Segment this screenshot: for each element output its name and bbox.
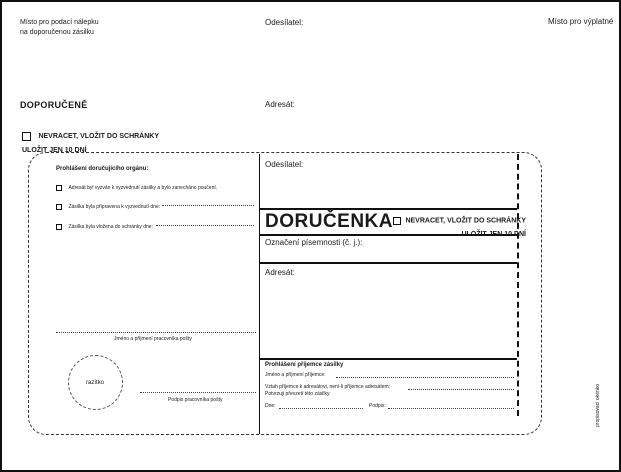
receipt-title: DORUČENKA [265, 211, 393, 232]
receipt-no-return-line2: ULOŽIT JEN 10 DNÍ [461, 231, 527, 238]
perforation-line [517, 154, 519, 416]
declaration-title: Prohlášení doručujícího orgánu: [56, 166, 149, 172]
recipient-declaration-title: Prohlášení příjemce zásilky [265, 362, 344, 368]
option-3-date-line[interactable] [156, 225, 254, 226]
document-mark-label: Označení písemnosti (č. j.): [265, 238, 363, 247]
worker-name-line[interactable] [56, 332, 256, 333]
sticker-place-label [20, 18, 99, 38]
sticker-place-line1: Místo pro podací nálepku [20, 19, 99, 26]
header-addressee-label: Adresát: [265, 100, 295, 109]
option-1-checkbox[interactable] [56, 185, 62, 191]
declaration-top-rule [260, 358, 517, 360]
date-label: Dne: [265, 403, 276, 409]
postage-place-label: Místo pro výplatné [548, 17, 614, 26]
declaration-option-3 [56, 218, 256, 236]
receipt-addressee-label: Adresát: [265, 268, 295, 277]
declaration-option-2 [56, 198, 256, 216]
declaration-option-1 [56, 179, 256, 197]
option-1-label: Adresát byl vyzván k vyzvednutí zásilky a bylo zanecháno poučení. [68, 184, 218, 191]
side-label: propisovací okénko [595, 383, 601, 427]
worker-name-label: Jméno a příjmení pracovníka pošty [114, 336, 192, 342]
stamp-label: razítko [86, 380, 105, 386]
worker-signature-line[interactable] [140, 392, 256, 393]
option-3-label: Zásilka byla vložena do schránky dne: [68, 223, 153, 230]
signature-line[interactable] [388, 408, 514, 409]
relation-label: Vztah příjemce k adresátovi, není-li příjemce adresátem: [265, 384, 391, 390]
confirm-label: Potvrzuji převzetí této zásilky. [265, 391, 331, 397]
addressee-top-rule [260, 262, 517, 264]
relation-line[interactable] [408, 389, 514, 390]
option-3-checkbox[interactable] [56, 224, 62, 230]
title-bottom-rule [260, 234, 517, 236]
worker-signature-label: Podpis pracovníka pošty [168, 397, 223, 403]
receipt-no-return-line1: NEVRACET, VLOŽIT DO SCHRÁNKY [405, 217, 527, 225]
sticker-place-line2: na doporučenou zásilku [20, 29, 94, 36]
no-return-line2: ULOŽIT JEN 10 DNÍ [22, 147, 87, 154]
receipt-no-return-checkbox[interactable] [393, 217, 401, 225]
registered-label: DOPORUČENĚ [20, 100, 88, 110]
header-no-return-block [22, 128, 159, 154]
panel-divider [259, 154, 260, 434]
title-top-rule [260, 208, 517, 210]
signature-label: Podpis: [369, 403, 386, 409]
header-sender-label: Odesílatel: [265, 18, 304, 27]
recipient-name-line[interactable] [336, 377, 514, 378]
option-2-label: Zásilka byla připravena k vyzvednutí dne: [68, 203, 161, 210]
option-2-checkbox[interactable] [56, 204, 62, 210]
recipient-name-label: Jméno a příjmení příjemce: [265, 372, 326, 378]
option-2-date-line[interactable] [162, 205, 254, 206]
date-line[interactable] [279, 408, 363, 409]
receipt-sender-label: Odesílatel: [265, 160, 304, 169]
no-return-checkbox[interactable] [22, 132, 31, 141]
no-return-line1: NEVRACET, VLOŽIT DO SCHRÁNKY [38, 133, 160, 141]
